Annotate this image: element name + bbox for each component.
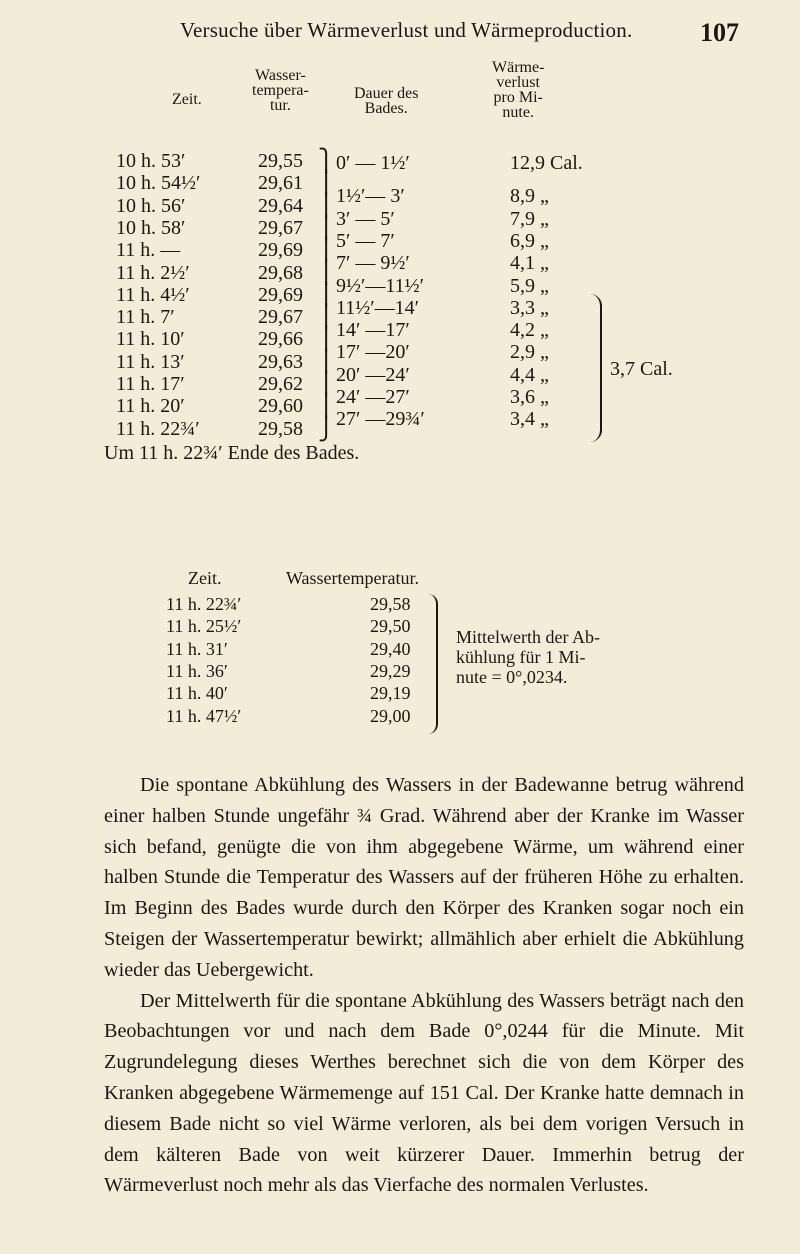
loss-cell: 3,4 „ (510, 408, 549, 431)
t2-temp-cell: 29,58 (370, 594, 411, 614)
loss-cell: 4,4 „ (510, 363, 549, 386)
time-cell: 11 h. 22¾′ (116, 417, 200, 440)
loss-cell: 2,9 „ (510, 341, 549, 364)
t2-temp-cell: 29,19 (370, 683, 411, 704)
t2-time-cell: 11 h. 25½′ (166, 616, 242, 637)
water-temp-cell: 29,63 (258, 350, 303, 373)
duration-cell: 11½′—14′ (336, 296, 420, 319)
time-cell: 11 h. 20′ (116, 395, 185, 418)
duration-cell: 5′ — 7′ (336, 229, 395, 252)
time-cell: 11 h. 13′ (116, 350, 185, 373)
water-temp-cell: 29,69 (258, 283, 303, 306)
time-cell: 10 h. 54½′ (116, 172, 201, 195)
time-cell: 11 h. 7′ (116, 306, 175, 329)
t2-time-cell: 11 h. 47½′ (166, 705, 242, 726)
loss-cell: 6,9 „ (510, 229, 549, 252)
loss-cell: 12,9 Cal. (510, 152, 583, 174)
duration-cell: 24′ —27′ (336, 386, 410, 408)
t2-time-cell: 11 h. 40′ (166, 683, 228, 704)
duration-cell: 9½′—11½′ (336, 274, 425, 297)
t2-temp-cell: 29,29 (370, 660, 411, 681)
brace-mark: ⎪ (318, 326, 335, 352)
time-cell: 11 h. 10′ (116, 328, 185, 351)
brace-mark: ⎪ (318, 259, 335, 285)
brace-mark: ⎪ (318, 393, 335, 419)
water-temp-cell: 29,55 (258, 150, 303, 172)
water-temp-cell: 29,58 (258, 417, 303, 440)
t2-head-zeit: Zeit. (188, 568, 222, 588)
time-cell: 10 h. 58′ (116, 216, 186, 239)
t2-time-cell: 11 h. 31′ (166, 638, 228, 659)
t2-note: Mittelwerth der Ab- kühlung für 1 Mi- nute = 0°,0234. (456, 627, 600, 687)
duration-cell: 27′ —29¾′ (336, 408, 425, 431)
time-cell: 11 h. 4½′ (116, 283, 190, 306)
running-head: Versuche über Wärmeverlust und Wärmeproduction. (180, 18, 633, 42)
water-temp-cell: 29,67 (258, 216, 303, 239)
loss-cell: 4,2 „ (510, 319, 549, 342)
water-temp-cell: 29,62 (258, 373, 303, 395)
body-text (104, 770, 744, 1201)
time-cell: 11 h. 17′ (116, 373, 185, 395)
duration-cell: 17′ —20′ (336, 341, 410, 364)
duration-cell: 7′ — 9½′ (336, 252, 410, 275)
brace-mark: ⎪ (318, 192, 335, 218)
t2-temp-cell: 29,40 (370, 638, 411, 659)
water-temp-cell: 29,66 (258, 328, 303, 351)
loss-cell: 4,1 „ (510, 252, 549, 275)
loss-cell: 8,9 „ (510, 185, 549, 208)
brace-mark: ⎪ (318, 237, 335, 263)
duration-cell: 3′ — 5′ (336, 207, 395, 230)
loss-cell: 3,6 „ (510, 386, 549, 408)
duration-cell: 20′ —24′ (336, 363, 410, 386)
brace-mark: ⎪ (318, 371, 335, 396)
water-temp-cell: 29,61 (258, 172, 303, 195)
col-head-dauer: Dauer des Bades. (354, 85, 419, 117)
t2-head-wassertemperatur: Wassertemperatur. (286, 568, 419, 588)
water-temp-cell: 29,67 (258, 306, 303, 329)
total-brace (590, 294, 602, 442)
paragraph: Die spontane Abkühlung des Wassers in der Badewanne betrug während einer halben Stunde ungefähr ¾ Grad. Während aber der Kranke im Wasser sich befand, genügte die von ihm abgegebene Wärme, um während einer halben Stunde die Temperatur des Wassers auf der früheren Höhe zu erhalten. Im Beginn des Bades wurde durch den Körper des Kranken sogar noch ein Steigen der Wassertemperatur bewirkt; allmählich aber erhielt die Abkühlung wieder das Uebergewicht. (104, 774, 744, 981)
col-head-waermeverlust: Wärme- verlust pro Mi- nute. (492, 59, 545, 121)
t2-temp-cell: 29,00 (370, 705, 411, 726)
brace-mark: ⎫ (318, 148, 335, 173)
time-cell: 10 h. 56′ (116, 194, 186, 217)
water-temp-cell: 29,64 (258, 194, 303, 217)
time-cell: 11 h. — (116, 239, 181, 262)
t2-temp-cell: 29,50 (370, 616, 411, 637)
water-temp-cell: 29,68 (258, 261, 303, 284)
loss-cell: 3,3 „ (510, 296, 549, 319)
t2-time-cell: 11 h. 22¾′ (166, 594, 242, 614)
col-head-wassertemperatur: Wasser- tempera- tur. (252, 67, 309, 114)
brace-mark: ⎪ (318, 348, 335, 374)
paragraph: Der Mittelwerth für die spontane Abkühlung des Wassers beträgt nach den Beobachtungen vor und nach dem Bade 0°,0244 für die Minute. Mit Zugrundelegung dieses Werthes berechnet sich die von dem Körper des Kranken abgegebene Wärmemenge auf 151 Cal. Der Kranke hatte demnach in diesem Bade nicht so viel Wärme verloren, als bei dem vorigen Versuch in dem kälteren Bade von weit kürzerer Dauer. Immerhin betrug der Wärmeverlust noch mehr als das Vierfache des normalen Verlustes. (104, 989, 744, 1197)
brace-mark: ⎪ (318, 304, 335, 330)
brace-mark: ⎪ (318, 281, 335, 307)
time-cell: 10 h. 53′ (116, 150, 186, 172)
water-temp-cell: 29,60 (258, 395, 303, 418)
t2-brace (428, 594, 438, 734)
duration-cell: 1½′— 3′ (336, 185, 405, 208)
loss-cell: 7,9 „ (510, 207, 549, 230)
loss-cell: 5,9 „ (510, 274, 549, 297)
page-number: 107 (700, 18, 739, 47)
t2-time-cell: 11 h. 36′ (166, 660, 228, 681)
brace-mark: ⎭ (318, 415, 335, 441)
end-of-bath-line: Um 11 h. 22¾′ Ende des Bades. (104, 442, 360, 464)
duration-cell: 14′ —17′ (336, 319, 410, 342)
duration-cell: 0′ — 1½′ (336, 152, 410, 174)
water-temp-cell: 29,69 (258, 239, 303, 262)
brace-mark: ⎪ (318, 214, 335, 240)
brace-mark: ⎪ (318, 170, 335, 196)
time-cell: 11 h. 2½′ (116, 261, 190, 284)
col-head-zeit: Zeit. (172, 91, 202, 108)
total-loss: 3,7 Cal. (610, 358, 673, 380)
